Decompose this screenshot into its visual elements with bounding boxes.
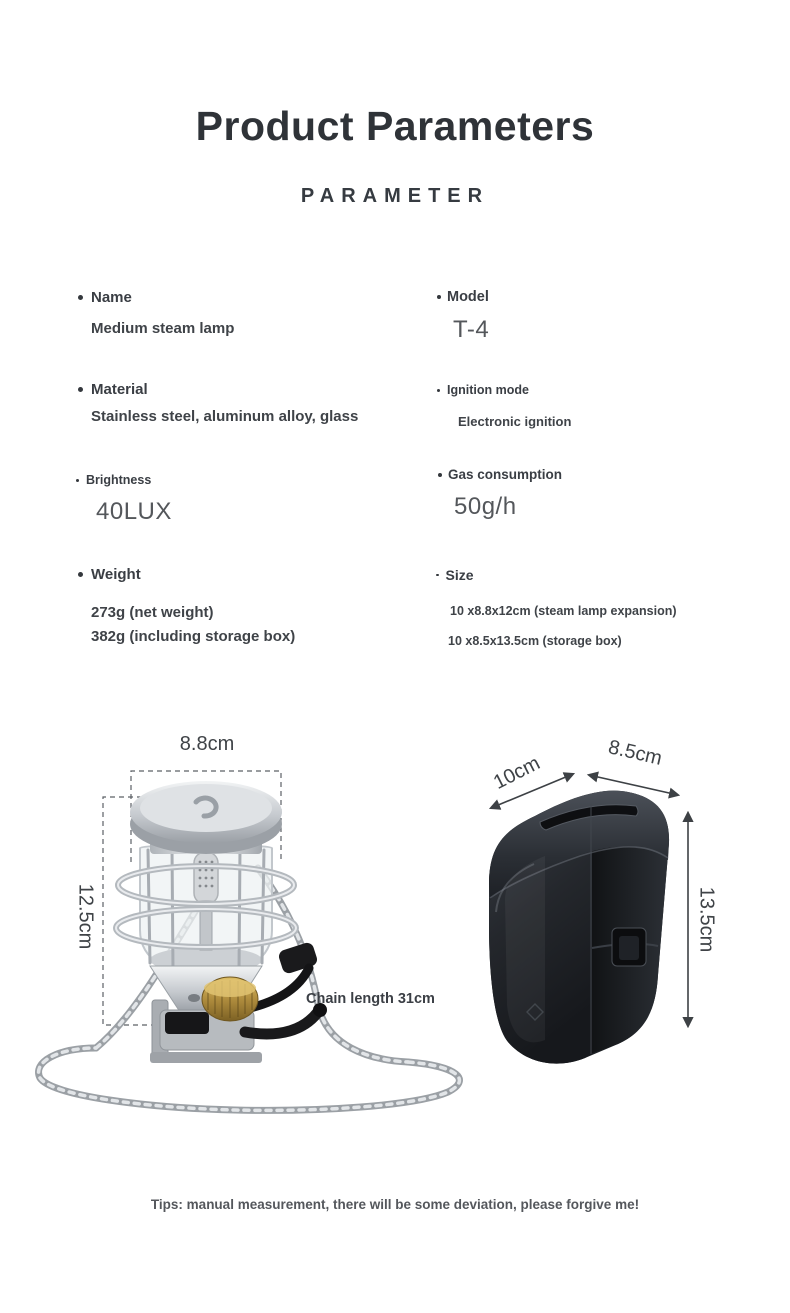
spec-label-text: Brightness (86, 473, 152, 487)
spec-ignition (437, 383, 571, 429)
box-width-label: 8.5cm (606, 736, 665, 770)
spec-gas-label (438, 467, 562, 482)
lamp-width-label: 8.8cm (179, 733, 235, 755)
bullet-icon (78, 387, 83, 392)
spec-size-label (436, 567, 677, 583)
spec-material-value: Stainless steel, aluminum alloy, glass (91, 408, 359, 425)
spec-size-value2: 10 x8.5x13.5cm (storage box) (448, 634, 622, 648)
spec-label-text: Weight (91, 566, 141, 583)
spec-name-value: Medium steam lamp (91, 320, 235, 337)
spec-brightness-value: 40LUX (96, 498, 172, 525)
bullet-icon (436, 574, 439, 577)
page-title: Product Parameters (195, 103, 595, 149)
spec-label-text: Gas consumption (448, 467, 563, 482)
spec-size (436, 567, 677, 648)
spec-gas (438, 467, 562, 521)
box-depth-label: 10cm (489, 752, 544, 794)
spec-brightness (76, 473, 172, 526)
spec-model-label (437, 289, 489, 305)
bullet-icon (438, 473, 442, 477)
spec-model (437, 289, 489, 344)
spec-weight-value2: 382g (including storage box) (91, 628, 296, 645)
spec-name (78, 289, 234, 337)
box-height-label: 13.5cm (695, 886, 718, 953)
bullet-icon (78, 572, 83, 577)
spec-material-label (78, 381, 358, 398)
spec-size-value1: 10 x8.8x12cm (steam lamp expansion) (450, 604, 677, 618)
spec-material (78, 381, 358, 425)
bullet-icon (437, 389, 440, 392)
bullet-icon (76, 479, 79, 482)
spec-label-text: Model (447, 289, 489, 305)
spec-label-text: Material (91, 381, 148, 398)
page-subtitle: PARAMETER (300, 185, 490, 207)
spec-ignition-label (437, 383, 571, 397)
spec-ignition-value: Electronic ignition (458, 414, 572, 429)
product-illustrations (0, 700, 790, 1245)
spec-label-text: Size (445, 567, 474, 583)
spec-name-label (78, 289, 234, 306)
spec-weight-value1: 273g (net weight) (91, 604, 214, 621)
footer-tip: Tips: manual measurement, there will be some deviation, please forgive me! (150, 1197, 640, 1212)
spec-brightness-label (76, 473, 172, 487)
spec-weight-label (78, 566, 295, 583)
spec-label-text: Name (91, 289, 132, 306)
bullet-icon (78, 295, 83, 300)
spec-weight (78, 566, 295, 649)
bullet-icon (437, 295, 441, 299)
spec-gas-value: 50g/h (454, 493, 517, 520)
lantern-illustration (116, 781, 327, 1063)
chain-length-label: Chain length 31cm (306, 991, 435, 1007)
storage-box-illustration (489, 791, 669, 1064)
spec-model-value: T-4 (453, 316, 490, 343)
lamp-height-label: 12.5cm (74, 883, 97, 950)
spec-label-text: Ignition mode (447, 383, 529, 397)
